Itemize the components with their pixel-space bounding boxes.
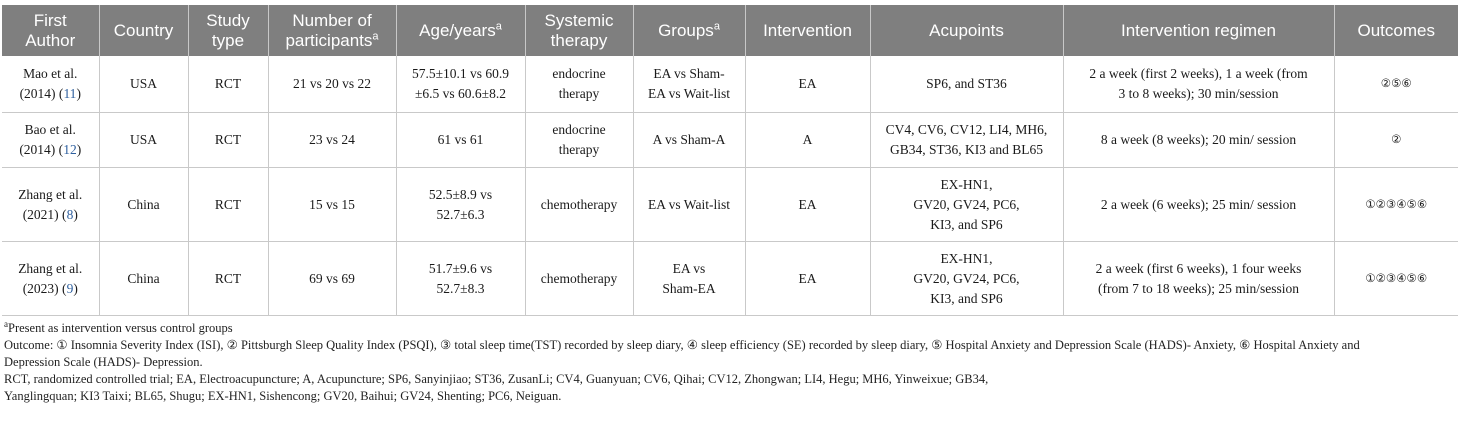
cell-age: 52.5±8.9 vs 52.7±6.3 <box>396 168 525 242</box>
cell-intervention: A <box>745 113 870 168</box>
cell-therapy: chemotherapy <box>525 242 633 316</box>
header-groups: Groups$^a$ <box>633 5 745 56</box>
footnote-a: $^a$Present as intervention versus control groups <box>4 318 233 335</box>
cell-author: Bao et al. (2014) (12) <box>2 113 99 168</box>
cell-participants: 21 vs 20 vs 22 <box>268 56 396 113</box>
header-study-type: Study type <box>188 5 268 56</box>
cell-study-type: RCT <box>188 56 268 113</box>
cell-participants: 15 vs 15 <box>268 168 396 242</box>
header-first-author: First Author <box>2 5 99 56</box>
cell-age: 61 vs 61 <box>396 113 525 168</box>
cell-acupoints: EX-HN1, GV20, GV24, PC6, KI3, and SP6 <box>870 242 1063 316</box>
footnote-outcome: Outcome: ① Insomnia Severity Index (ISI), ② Pittsburgh Sleep Quality Index (PSQI), ③ total sleep time(TST) recorded by sleep diary, ④ sleep efficiency (SE) recorded by sleep diary, ⑤ Hospital Anxiety and Depression Scale (HADS)- Anxiety, ⑥ Hospital Anxiety and Depression Scale (HADS)- Depression. <box>4 338 1360 369</box>
header-participants: Number of participants$^a$ <box>268 5 396 56</box>
cell-acupoints: SP6, and ST36 <box>870 56 1063 113</box>
reference-link[interactable]: 11 <box>63 86 77 101</box>
cell-therapy: endocrine therapy <box>525 113 633 168</box>
header-age: Age/years$^a$ <box>396 5 525 56</box>
cell-groups: EA vs Wait-list <box>633 168 745 242</box>
cell-groups: EA vs Sham- EA vs Wait-list <box>633 56 745 113</box>
cell-country: USA <box>99 56 188 113</box>
header-row <box>2 5 1458 56</box>
header-country: Country <box>99 5 188 56</box>
study-characteristics-table <box>2 5 1458 316</box>
footnote-abbreviations: RCT, randomized controlled trial; EA, Electroacupuncture; A, Acupuncture; SP6, Sanyinjiao; ST36, ZusanLi; CV4, Guanyuan; CV6, Qihai; CV12, Zhongwan; LI4, Hegu; MH6, Yinweixue; GB34, Yanglingquan; KI3 Taixi; BL65, Shugu; EX-HN1, Sishencong; GV20, Baihui; GV24, Shenting; PC6, Neiguan. <box>4 372 989 403</box>
cell-outcomes: ①②③④⑤⑥ <box>1334 168 1458 242</box>
header-outcomes: Outcomes <box>1334 5 1458 56</box>
cell-therapy: chemotherapy <box>525 168 633 242</box>
cell-study-type: RCT <box>188 242 268 316</box>
cell-intervention: EA <box>745 168 870 242</box>
cell-regimen: 2 a week (first 6 weeks), 1 four weeks (from 7 to 18 weeks); 25 min/session <box>1063 242 1334 316</box>
cell-author: Zhang et al. (2023) (9) <box>2 242 99 316</box>
table-row <box>2 56 1458 113</box>
table-row <box>2 113 1458 168</box>
cell-outcomes: ①②③④⑤⑥ <box>1334 242 1458 316</box>
table-row <box>2 242 1458 316</box>
cell-country: China <box>99 168 188 242</box>
cell-therapy: endocrine therapy <box>525 56 633 113</box>
cell-groups: A vs Sham-A <box>633 113 745 168</box>
cell-regimen: 2 a week (first 2 weeks), 1 a week (from 3 to 8 weeks); 30 min/session <box>1063 56 1334 113</box>
cell-acupoints: EX-HN1, GV20, GV24, PC6, KI3, and SP6 <box>870 168 1063 242</box>
cell-study-type: RCT <box>188 113 268 168</box>
cell-age: 51.7±9.6 vs 52.7±8.3 <box>396 242 525 316</box>
cell-regimen: 8 a week (8 weeks); 20 min/ session <box>1063 113 1334 168</box>
cell-study-type: RCT <box>188 168 268 242</box>
cell-age: 57.5±10.1 vs 60.9 ±6.5 vs 60.6±8.2 <box>396 56 525 113</box>
cell-intervention: EA <box>745 242 870 316</box>
header-systemic-therapy: Systemic therapy <box>525 5 633 56</box>
cell-participants: 69 vs 69 <box>268 242 396 316</box>
table-footnotes <box>4 320 1456 405</box>
cell-author: Mao et al. (2014) (11) <box>2 56 99 113</box>
reference-link[interactable]: 8 <box>66 206 74 222</box>
cell-participants: 23 vs 24 <box>268 113 396 168</box>
table-row <box>2 168 1458 242</box>
cell-intervention: EA <box>745 56 870 113</box>
header-intervention: Intervention <box>745 5 870 56</box>
reference-link[interactable]: 12 <box>63 142 77 157</box>
cell-acupoints: CV4, CV6, CV12, LI4, MH6, GB34, ST36, KI3 and BL65 <box>870 113 1063 168</box>
reference-link[interactable]: 9 <box>66 280 74 296</box>
cell-regimen: 2 a week (6 weeks); 25 min/ session <box>1063 168 1334 242</box>
cell-groups: EA vs Sham-EA <box>633 242 745 316</box>
cell-country: USA <box>99 113 188 168</box>
cell-author: Zhang et al. (2021) (8) <box>2 168 99 242</box>
cell-outcomes: ② <box>1334 113 1458 168</box>
header-regimen: Intervention regimen <box>1063 5 1334 56</box>
header-acupoints: Acupoints <box>870 5 1063 56</box>
cell-country: China <box>99 242 188 316</box>
cell-outcomes: ②⑤⑥ <box>1334 56 1458 113</box>
